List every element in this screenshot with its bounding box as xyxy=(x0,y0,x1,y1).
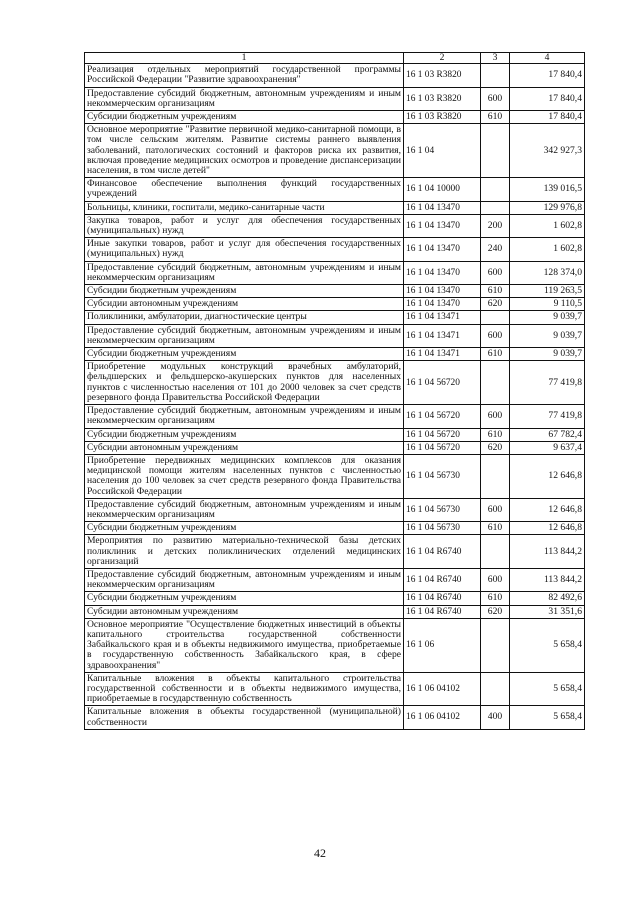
table-header-row xyxy=(85,53,585,64)
row-code-cell: 16 1 04 13471 xyxy=(404,348,481,361)
row-name-cell: Предоставление субсидий бюджетным, автономным учреждениям и иным некоммерческим организациям xyxy=(85,261,404,284)
table-row xyxy=(85,64,585,87)
row-amount-cell: 82 492,6 xyxy=(510,592,585,605)
row-amount-cell: 113 844,2 xyxy=(510,568,585,591)
row-type-cell: 620 xyxy=(481,605,510,618)
row-type-cell xyxy=(481,311,510,324)
row-amount-cell: 1 602,8 xyxy=(510,214,585,237)
table-row xyxy=(85,522,585,535)
row-name-cell: Приобретение передвижных медицинских комплексов для оказания медицинской помощи жителям населенных пунктов с численностью населения до 100 человек за счет средств резервного фонда Правительства Российской Федерации xyxy=(85,454,404,498)
row-name-cell: Предоставление субсидий бюджетным, автономным учреждениям и иным некоммерческим организациям xyxy=(85,498,404,521)
row-name-cell: Субсидии автономным учреждениям xyxy=(85,298,404,311)
page-number: 42 xyxy=(314,846,326,860)
table-row xyxy=(85,441,585,454)
row-name-cell: Иные закупки товаров, работ и услуг для обеспечения государственных (муниципальных) нужд xyxy=(85,238,404,261)
row-type-cell: 600 xyxy=(481,405,510,428)
row-name-cell: Капитальные вложения в объекты капитального строительства государственной собственности и в объекты недвижимого имущества, приобретаемые в государственную собственность xyxy=(85,672,404,706)
row-amount-cell: 9 039,7 xyxy=(510,311,585,324)
table-row xyxy=(85,261,585,284)
row-code-cell: 16 1 04 56730 xyxy=(404,454,481,498)
row-type-cell: 610 xyxy=(481,348,510,361)
row-name-cell: Субсидии бюджетным учреждениям xyxy=(85,111,404,124)
row-code-cell: 16 1 04 56720 xyxy=(404,405,481,428)
table-row xyxy=(85,124,585,178)
row-amount-cell: 17 840,4 xyxy=(510,64,585,87)
row-amount-cell: 113 844,2 xyxy=(510,535,585,569)
table-row xyxy=(85,285,585,298)
column-header: 1 xyxy=(85,53,404,64)
row-code-cell: 16 1 04 xyxy=(404,124,481,178)
row-amount-cell: 139 016,5 xyxy=(510,178,585,201)
table-row xyxy=(85,178,585,201)
row-type-cell: 400 xyxy=(481,706,510,729)
row-type-cell xyxy=(481,361,510,405)
row-name-cell: Субсидии бюджетным учреждениям xyxy=(85,428,404,441)
row-type-cell: 610 xyxy=(481,522,510,535)
row-code-cell: 16 1 06 xyxy=(404,618,481,672)
row-code-cell: 16 1 04 13470 xyxy=(404,261,481,284)
table-row xyxy=(85,361,585,405)
row-type-cell: 600 xyxy=(481,87,510,110)
row-type-cell: 600 xyxy=(481,568,510,591)
row-name-cell: Субсидии автономным учреждениям xyxy=(85,441,404,454)
row-type-cell: 620 xyxy=(481,298,510,311)
table-row xyxy=(85,592,585,605)
row-name-cell: Финансовое обеспечение выполнения функций государственных учреждений xyxy=(85,178,404,201)
row-code-cell: 16 1 04 56720 xyxy=(404,361,481,405)
row-type-cell xyxy=(481,672,510,706)
row-type-cell xyxy=(481,454,510,498)
row-code-cell: 16 1 03 R3820 xyxy=(404,64,481,87)
row-name-cell: Основное мероприятие "Осуществление бюджетных инвестиций в объекты капитального строительства государственной собственности Забайкальского края и в объекты недвижимого имущества, приобретаемые в государственную собственность Забайкальского края, в сфере здравоохранения" xyxy=(85,618,404,672)
row-name-cell: Предоставление субсидий бюджетным, автономным учреждениям и иным некоммерческим организациям xyxy=(85,324,404,347)
table-row xyxy=(85,672,585,706)
row-code-cell: 16 1 04 R6740 xyxy=(404,535,481,569)
row-name-cell: Реализация отдельных мероприятий государственной программы Российской Федерации "Развитие здравоохранения" xyxy=(85,64,404,87)
row-amount-cell: 1 602,8 xyxy=(510,238,585,261)
table-row xyxy=(85,214,585,237)
row-amount-cell: 17 840,4 xyxy=(510,111,585,124)
row-code-cell: 16 1 04 13471 xyxy=(404,324,481,347)
row-name-cell: Приобретение модульных конструкций врачебных амбулаторий, фельдшерских и фельдшерско-акушерских пунктов для населенных пунктов с численностью населения от 101 до 2000 человек за счет средств резервного фонда Правительства Российской Федерации xyxy=(85,361,404,405)
table-row xyxy=(85,498,585,521)
row-name-cell: Капитальные вложения в объекты государственной (муниципальной) собственности xyxy=(85,706,404,729)
row-type-cell: 600 xyxy=(481,261,510,284)
row-type-cell: 610 xyxy=(481,285,510,298)
row-code-cell: 16 1 04 R6740 xyxy=(404,605,481,618)
table-row xyxy=(85,605,585,618)
table-row xyxy=(85,238,585,261)
row-code-cell: 16 1 04 13470 xyxy=(404,238,481,261)
row-name-cell: Предоставление субсидий бюджетным, автономным учреждениям и иным некоммерческим организациям xyxy=(85,87,404,110)
row-type-cell xyxy=(481,535,510,569)
row-type-cell: 610 xyxy=(481,428,510,441)
row-name-cell: Субсидии бюджетным учреждениям xyxy=(85,285,404,298)
row-amount-cell: 9 039,7 xyxy=(510,324,585,347)
row-amount-cell: 9 039,7 xyxy=(510,348,585,361)
row-amount-cell: 9 637,4 xyxy=(510,441,585,454)
row-name-cell: Субсидии бюджетным учреждениям xyxy=(85,592,404,605)
row-amount-cell: 12 646,8 xyxy=(510,454,585,498)
table-row xyxy=(85,454,585,498)
row-amount-cell: 12 646,8 xyxy=(510,498,585,521)
row-name-cell: Предоставление субсидий бюджетным, автономным учреждениям и иным некоммерческим организациям xyxy=(85,405,404,428)
row-amount-cell: 129 976,8 xyxy=(510,201,585,214)
row-type-cell: 610 xyxy=(481,592,510,605)
row-type-cell: 240 xyxy=(481,238,510,261)
row-type-cell xyxy=(481,618,510,672)
row-type-cell xyxy=(481,64,510,87)
row-code-cell: 16 1 04 R6740 xyxy=(404,592,481,605)
column-header: 3 xyxy=(481,53,510,64)
table-row xyxy=(85,428,585,441)
row-amount-cell: 128 374,0 xyxy=(510,261,585,284)
row-code-cell: 16 1 04 56720 xyxy=(404,441,481,454)
row-code-cell: 16 1 04 56720 xyxy=(404,428,481,441)
row-amount-cell: 77 419,8 xyxy=(510,405,585,428)
row-code-cell: 16 1 04 13470 xyxy=(404,298,481,311)
table-body xyxy=(85,64,585,730)
row-amount-cell: 5 658,4 xyxy=(510,672,585,706)
row-name-cell: Закупка товаров, работ и услуг для обеспечения государственных (муниципальных) нужд xyxy=(85,214,404,237)
row-name-cell: Мероприятия по развитию материально-технической базы детских поликлиник и детских поликлинических отделений медицинских организаций xyxy=(85,535,404,569)
row-type-cell xyxy=(481,178,510,201)
row-name-cell: Поликлиники, амбулатории, диагностические центры xyxy=(85,311,404,324)
row-amount-cell: 5 658,4 xyxy=(510,706,585,729)
table-row xyxy=(85,618,585,672)
row-name-cell: Предоставление субсидий бюджетным, автономным учреждениям и иным некоммерческим организациям xyxy=(85,568,404,591)
row-code-cell: 16 1 06 04102 xyxy=(404,672,481,706)
column-header: 2 xyxy=(404,53,481,64)
row-type-cell: 600 xyxy=(481,324,510,347)
row-code-cell: 16 1 04 13470 xyxy=(404,214,481,237)
table-row xyxy=(85,324,585,347)
table-row xyxy=(85,201,585,214)
row-amount-cell: 5 658,4 xyxy=(510,618,585,672)
row-type-cell: 200 xyxy=(481,214,510,237)
row-code-cell: 16 1 04 56730 xyxy=(404,522,481,535)
table-row xyxy=(85,348,585,361)
row-name-cell: Субсидии бюджетным учреждениям xyxy=(85,348,404,361)
row-amount-cell: 12 646,8 xyxy=(510,522,585,535)
row-amount-cell: 9 110,5 xyxy=(510,298,585,311)
row-amount-cell: 67 782,4 xyxy=(510,428,585,441)
row-type-cell xyxy=(481,124,510,178)
row-code-cell: 16 1 04 56730 xyxy=(404,498,481,521)
row-type-cell: 610 xyxy=(481,111,510,124)
row-type-cell xyxy=(481,201,510,214)
table-row xyxy=(85,405,585,428)
row-name-cell: Субсидии автономным учреждениям xyxy=(85,605,404,618)
row-code-cell: 16 1 04 13470 xyxy=(404,285,481,298)
row-type-cell: 620 xyxy=(481,441,510,454)
budget-table xyxy=(84,52,585,730)
row-code-cell: 16 1 06 04102 xyxy=(404,706,481,729)
table-row xyxy=(85,311,585,324)
row-code-cell: 16 1 04 R6740 xyxy=(404,568,481,591)
row-name-cell: Больницы, клиники, госпитали, медико-санитарные части xyxy=(85,201,404,214)
row-name-cell: Основное мероприятие "Развитие первичной медико-санитарной помощи, в том числе сельским жителям. Развитие системы раннего выявления заболеваний, патологических состояний и факторов риска их развития, включая проведение медицинских осмотров и проведение диспансеризации населения, в том числе детей" xyxy=(85,124,404,178)
row-amount-cell: 77 419,8 xyxy=(510,361,585,405)
table-row xyxy=(85,706,585,729)
table-row xyxy=(85,298,585,311)
row-amount-cell: 17 840,4 xyxy=(510,87,585,110)
table-row xyxy=(85,535,585,569)
row-amount-cell: 119 263,5 xyxy=(510,285,585,298)
row-amount-cell: 342 927,3 xyxy=(510,124,585,178)
table-row xyxy=(85,111,585,124)
row-type-cell: 600 xyxy=(481,498,510,521)
row-name-cell: Субсидии бюджетным учреждениям xyxy=(85,522,404,535)
row-amount-cell: 31 351,6 xyxy=(510,605,585,618)
row-code-cell: 16 1 04 13470 xyxy=(404,201,481,214)
column-header: 4 xyxy=(510,53,585,64)
row-code-cell: 16 1 03 R3820 xyxy=(404,87,481,110)
table-row xyxy=(85,568,585,591)
table-row xyxy=(85,87,585,110)
row-code-cell: 16 1 03 R3820 xyxy=(404,111,481,124)
row-code-cell: 16 1 04 13471 xyxy=(404,311,481,324)
row-code-cell: 16 1 04 10000 xyxy=(404,178,481,201)
